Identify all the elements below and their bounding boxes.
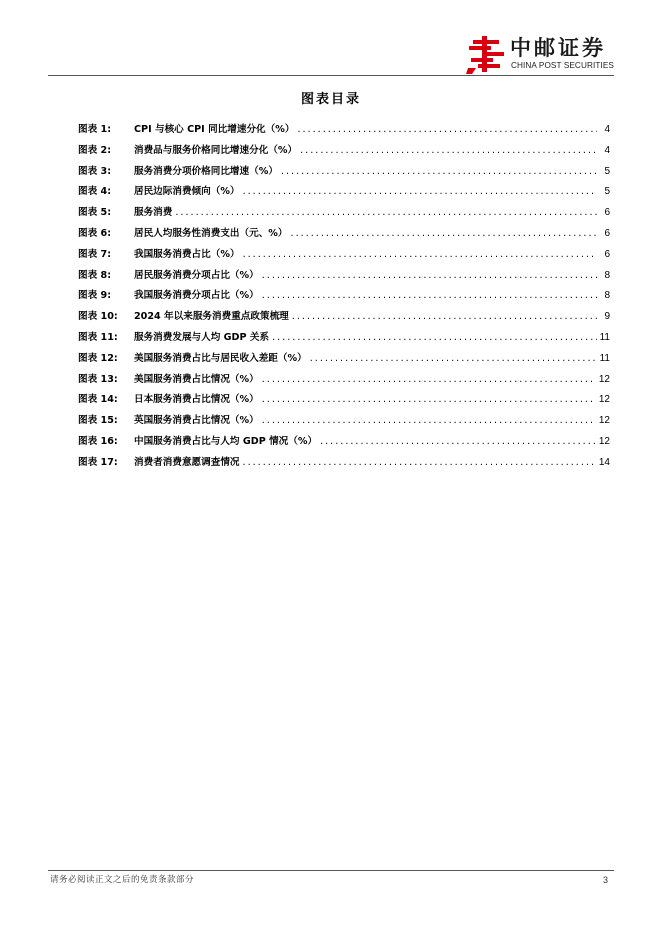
logo-english-text: CHINA POST SECURITIES (511, 61, 614, 70)
toc-entry-label: 图表 16: (78, 435, 118, 447)
toc-entry[interactable] (78, 266, 610, 287)
company-logo (466, 34, 616, 76)
toc-entry-label: 图表 6: (78, 227, 112, 239)
china-post-logo-icon (466, 34, 506, 74)
toc-entry[interactable] (78, 245, 610, 266)
toc-entry-title: 消费品与服务价格同比增速分化（%） (134, 144, 298, 156)
toc-entry-label: 图表 1: (78, 124, 112, 135)
page-header (0, 0, 662, 80)
footer-page-number: 3 (602, 875, 608, 885)
toc-entry-title: 我国服务消费占比（%） (134, 248, 240, 260)
toc-entry-page: 14 (598, 456, 610, 468)
toc-entry[interactable] (78, 224, 610, 245)
toc-entry-title: 日本服务消费占比情况（%） (134, 394, 259, 406)
toc-entry-label: 图表 17: (78, 456, 118, 468)
toc-entry-page: 6 (604, 248, 610, 260)
toc-leader-dots (243, 245, 597, 266)
toc-leader-dots (175, 203, 597, 224)
toc-leader-dots (297, 120, 597, 141)
header-divider (48, 75, 614, 76)
toc-entry-page: 12 (598, 373, 610, 385)
toc-entry-label: 图表 2: (78, 144, 112, 156)
toc-entry-title: 居民人均服务性消费支出（元、%） (134, 227, 288, 239)
toc-entry-title: CPI 与核心 CPI 同比增速分化（%） (134, 124, 295, 135)
toc-entry-label: 图表 3: (78, 165, 112, 177)
toc-leader-dots (262, 370, 596, 391)
footer-disclaimer: 请务必阅读正文之后的免责条款部分 (50, 875, 195, 885)
toc-entry-page: 6 (604, 207, 610, 219)
toc-entry[interactable] (78, 432, 610, 453)
toc-leader-dots (243, 182, 597, 203)
toc-entry[interactable] (78, 286, 610, 307)
toc-entry-title: 美国服务消费占比情况（%） (134, 373, 259, 385)
toc-entry-title: 服务消费分项价格同比增速（%） (134, 165, 278, 177)
toc-entry[interactable] (78, 370, 610, 391)
toc-title: 图表目录 (300, 92, 361, 107)
toc-entry-page: 5 (604, 186, 610, 198)
toc-entry-page: 6 (604, 227, 610, 239)
toc-entry[interactable] (78, 141, 610, 162)
toc-entry-label: 图表 8: (78, 269, 112, 281)
toc-entry[interactable] (78, 328, 610, 349)
toc-entry-label: 图表 9: (78, 290, 112, 302)
toc-entry-page: 11 (599, 352, 610, 364)
toc-leader-dots (262, 390, 596, 411)
toc-entry[interactable] (78, 120, 610, 141)
toc-leader-dots (292, 307, 597, 328)
toc-entry-title: 服务消费发展与人均 GDP 关系 (134, 331, 270, 343)
toc-entry-title: 美国服务消费占比与居民收入差距（%） (134, 352, 307, 364)
toc-entry-label: 图表 15: (78, 415, 118, 427)
toc-leader-dots (272, 328, 597, 349)
toc-leader-dots (320, 432, 596, 453)
toc-entry-page: 4 (604, 124, 610, 135)
toc-entry-page: 4 (604, 144, 610, 156)
toc-entry-label: 图表 4: (78, 186, 112, 198)
toc-entry-label: 图表 11: (78, 331, 118, 343)
toc-entry-page: 9 (604, 311, 610, 323)
toc-entry-page: 12 (598, 435, 610, 447)
toc-entry[interactable] (78, 182, 610, 203)
toc-entry-label: 图表 12: (78, 352, 118, 364)
toc-entry-page: 8 (604, 290, 610, 302)
toc-entry-title: 居民边际消费倾向（%） (134, 186, 240, 198)
toc-entry[interactable] (78, 162, 610, 183)
toc-entry-title: 2024 年以来服务消费重点政策梳理 (134, 311, 289, 323)
toc-entry[interactable] (78, 349, 610, 370)
toc-entry-label: 图表 13: (78, 373, 118, 385)
toc-entry-title: 中国服务消费占比与人均 GDP 情况（%） (134, 435, 318, 447)
toc-entry-label: 图表 5: (78, 207, 112, 219)
toc-entry[interactable] (78, 390, 610, 411)
toc-entry-page: 11 (599, 331, 610, 343)
toc-entry-page: 12 (598, 394, 610, 406)
toc-leader-dots (262, 286, 597, 307)
toc-leader-dots (310, 349, 597, 370)
toc-leader-dots (262, 411, 596, 432)
toc-entry-label: 图表 14: (78, 394, 118, 406)
toc-entry-label: 图表 10: (78, 311, 118, 323)
toc-entry-label: 图表 7: (78, 248, 112, 260)
logo-chinese-text: 中邮证券 (510, 36, 606, 60)
toc-leader-dots (300, 141, 597, 162)
toc-entry[interactable] (78, 307, 610, 328)
toc-entry-page: 5 (604, 165, 610, 177)
toc-entry-page: 8 (604, 269, 610, 281)
toc-entry-title: 英国服务消费占比情况（%） (134, 415, 259, 427)
toc-leader-dots (243, 453, 596, 474)
toc-list (78, 120, 610, 474)
toc-leader-dots (281, 162, 597, 183)
toc-entry-title: 居民服务消费分项占比（%） (134, 269, 259, 281)
toc-entry-title: 我国服务消费分项占比（%） (134, 290, 259, 302)
toc-entry-page: 12 (598, 415, 610, 427)
toc-entry[interactable] (78, 453, 610, 474)
toc-entry[interactable] (78, 411, 610, 432)
toc-leader-dots (291, 224, 597, 245)
toc-leader-dots (262, 266, 597, 287)
footer-divider (48, 870, 614, 871)
toc-entry-title: 服务消费 (134, 207, 173, 219)
toc-entry-title: 消费者消费意愿调查情况 (134, 456, 240, 468)
toc-entry[interactable] (78, 203, 610, 224)
